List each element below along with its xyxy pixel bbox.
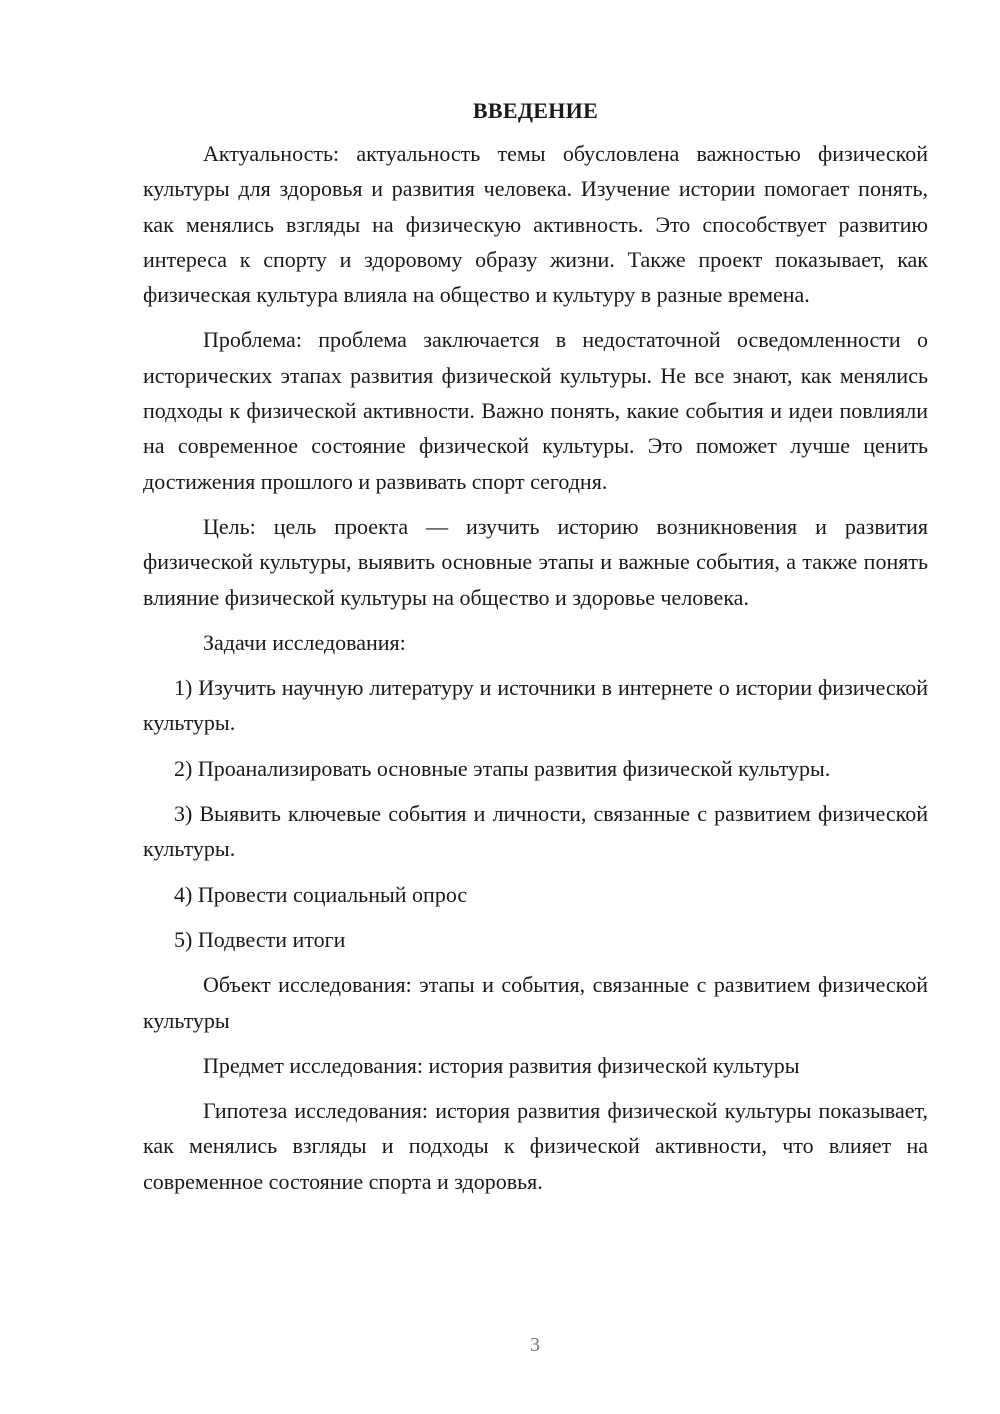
task-item-5: 5) Подвести итоги bbox=[174, 926, 346, 952]
hypothesis-paragraph: Гипотеза исследования: история развития физической культуры показывает, как менялись взгляды и подходы к физической активности, что влияет на современное состояние спорта и здоровья. bbox=[143, 1098, 928, 1194]
task-item-1: 1) Изучить научную литературу и источники в интернете о истории физической культуры. bbox=[143, 675, 928, 736]
goal-paragraph: Цель: цель проекта — изучить историю возникновения и развития физической культуры, выявить основные этапы и важные события, а также понять влияние физической культуры на общество и здоровье человека. bbox=[143, 513, 928, 610]
document-page bbox=[143, 96, 928, 1209]
relevance-paragraph: Актуальность: актуальность темы обусловлена важностью физической культуры для здоровья и развития человека. Изучение истории помогает понять, как менялись взгляды на физическую активность. Это способствует развитию интереса к спорту и здоровому образу жизни. Также проект показывает, как физическая культура влияла на общество и культуру в разные времена. bbox=[143, 141, 928, 308]
tasks-heading: Задачи исследования: bbox=[203, 629, 406, 655]
subject-paragraph: Предмет исследования: история развития физической культуры bbox=[203, 1052, 800, 1078]
problem-paragraph: Проблема: проблема заключается в недостаточной осведомленности о исторических этапах развития физической культуры. Не все знают, как менялись подходы к физической активности. Важно понять, какие события и идеи повлияли на современное состояние физической культуры. Это поможет лучше ценить достижения прошлого и развивать спорт сегодня. bbox=[143, 327, 928, 494]
task-item-2: 2) Проанализировать основные этапы развития физической культуры. bbox=[174, 755, 831, 781]
page-title: ВВЕДЕНИЕ bbox=[472, 98, 599, 123]
task-item-4: 4) Провести социальный опрос bbox=[174, 881, 468, 907]
page-number: 3 bbox=[530, 1334, 540, 1356]
object-paragraph: Объект исследования: этапы и события, связанные с развитием физической культуры bbox=[143, 972, 928, 1033]
task-item-3: 3) Выявить ключевые события и личности, связанные с развитием физической культуры. bbox=[143, 801, 928, 862]
